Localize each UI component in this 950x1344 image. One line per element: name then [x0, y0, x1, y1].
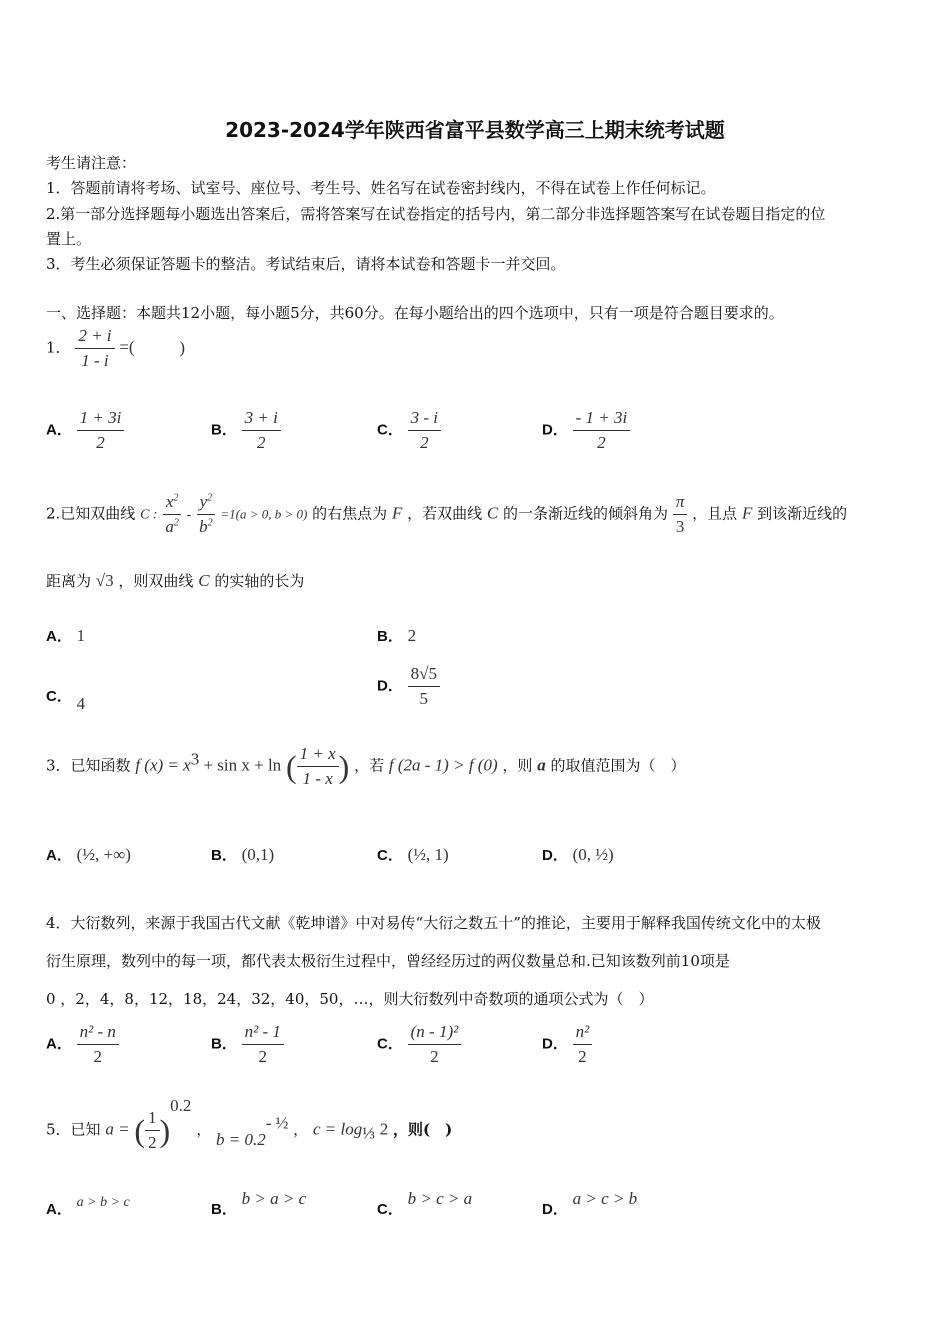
q1-option-b: B． $\frac{3 + i}{2}$: [211, 408, 281, 453]
question-5: 5．已知 a = ( $\frac{1}{2}$ )$^{0.2}$ ， $b = 0.2^{- \frac{1}{2}}$ ， $c = \log_{\frac{1}{3}} 2$ ，则( ): [46, 1095, 453, 1152]
q2-option-c: C． 4: [46, 688, 86, 713]
question-3: 3．已知函数 f $(x) = x^3 + \sin x + \ln$ ( $\frac{1 + x}{1 - x}$ ) ，若 f (2a - 1) > f (0) ，则 a 的取值范围为（ ）: [46, 744, 686, 788]
section-heading: 一、选择题：本题共12小题，每小题5分，共60分。在每小题给出的四个选项中，只有一项是符合题目要求的。: [46, 304, 784, 322]
q5-option-b: B． b > a > c: [211, 1189, 307, 1218]
q3-option-d: D． (0, ½): [542, 845, 614, 864]
q4-option-d: D． $\frac{\text{n²}}{2}$: [542, 1022, 592, 1067]
q3-option-a: A． (½, +∞): [46, 845, 131, 864]
q1-tail: =(: [119, 337, 135, 357]
q1-option-c: C． $\frac{3 - i}{2}$: [377, 408, 441, 453]
q2-option-d: D． $\frac{8√5}{5}$: [377, 664, 440, 709]
q1-number: 1．: [46, 338, 71, 357]
q2-option-a: A． 1: [46, 626, 86, 645]
q3-option-b: B． (0,1): [211, 845, 275, 864]
q4-option-c: C． $\frac{\text{(n - 1)²}}{2}$: [377, 1022, 461, 1067]
question-4-line-1: 4．大衍数列，来源于我国古代文献《乾坤谱》中对易传“大衍之数五十”的推论，主要用于解释我国传统文化中的太极: [46, 914, 821, 932]
q2-option-b: B． 2: [377, 626, 417, 645]
q1-fraction: $\frac{2 + i}{1 - i}$: [75, 326, 114, 371]
q1-option-a: A． $\frac{1 + 3i}{2}$: [46, 408, 124, 453]
question-2-line-2: 距离为 √3 ，则双曲线 C 的实轴的长为: [46, 571, 305, 590]
q5-option-a: A． a > b > c: [46, 1195, 130, 1218]
q1-option-d: D． $\frac{- 1 + 3i}{2}$: [542, 408, 630, 453]
q4-option-a: A． $\frac{\text{n² - n}}{2}$: [46, 1022, 119, 1067]
q5-option-d: D． a > c > b: [542, 1189, 638, 1218]
notice-heading: 考生请注意：: [46, 154, 137, 172]
q3-option-c: C． (½, 1): [377, 845, 449, 864]
q5-option-c: C． b > c > a: [377, 1189, 473, 1218]
notice-item-3: 3．考生必须保证答题卡的整洁。考试结束后，请将本试卷和答题卡一并交回。: [46, 255, 566, 273]
notice-item-2: 2.第一部分选择题每小题选出答案后，需将答案写在试卷指定的括号内，第二部分非选择题答案写在试卷题目指定的位: [46, 205, 826, 223]
notice-item-1: 1．答题前请将考场、试室号、座位号、考生号、姓名写在试卷密封线内，不得在试卷上作任何标记。: [46, 179, 716, 197]
question-4-line-2: 衍生原理，数列中的每一项，都代表太极衍生过程中，曾经经历过的两仪数量总和.已知该数列前10项是: [46, 952, 730, 970]
question-2-line-1: 2.已知双曲线 C : $\frac{x^2}{a^2}$ - $\frac{y^2}{b^2}$ =1(a > 0, b > 0) 的右焦点为 F ，若双曲线 C 的一条渐近线的倾斜角为 $\frac{\pi}{3}$ ，且点 F 到该渐近线的: [46, 492, 848, 536]
question-4-line-3: 0 ，2，4，8，12，18，24，32，40，50，…，则大衍数列中奇数项的通项公式为（ ）: [46, 990, 654, 1008]
notice-item-2-cont: 置上。: [46, 230, 92, 248]
q1-close: ): [179, 337, 186, 357]
page-title: 2023-2024学年陕西省富平县数学高三上期末统考试题: [225, 118, 725, 142]
question-1: [46, 326, 185, 371]
q4-option-b: B． $\frac{\text{n² - 1}}{2}$: [211, 1022, 284, 1067]
